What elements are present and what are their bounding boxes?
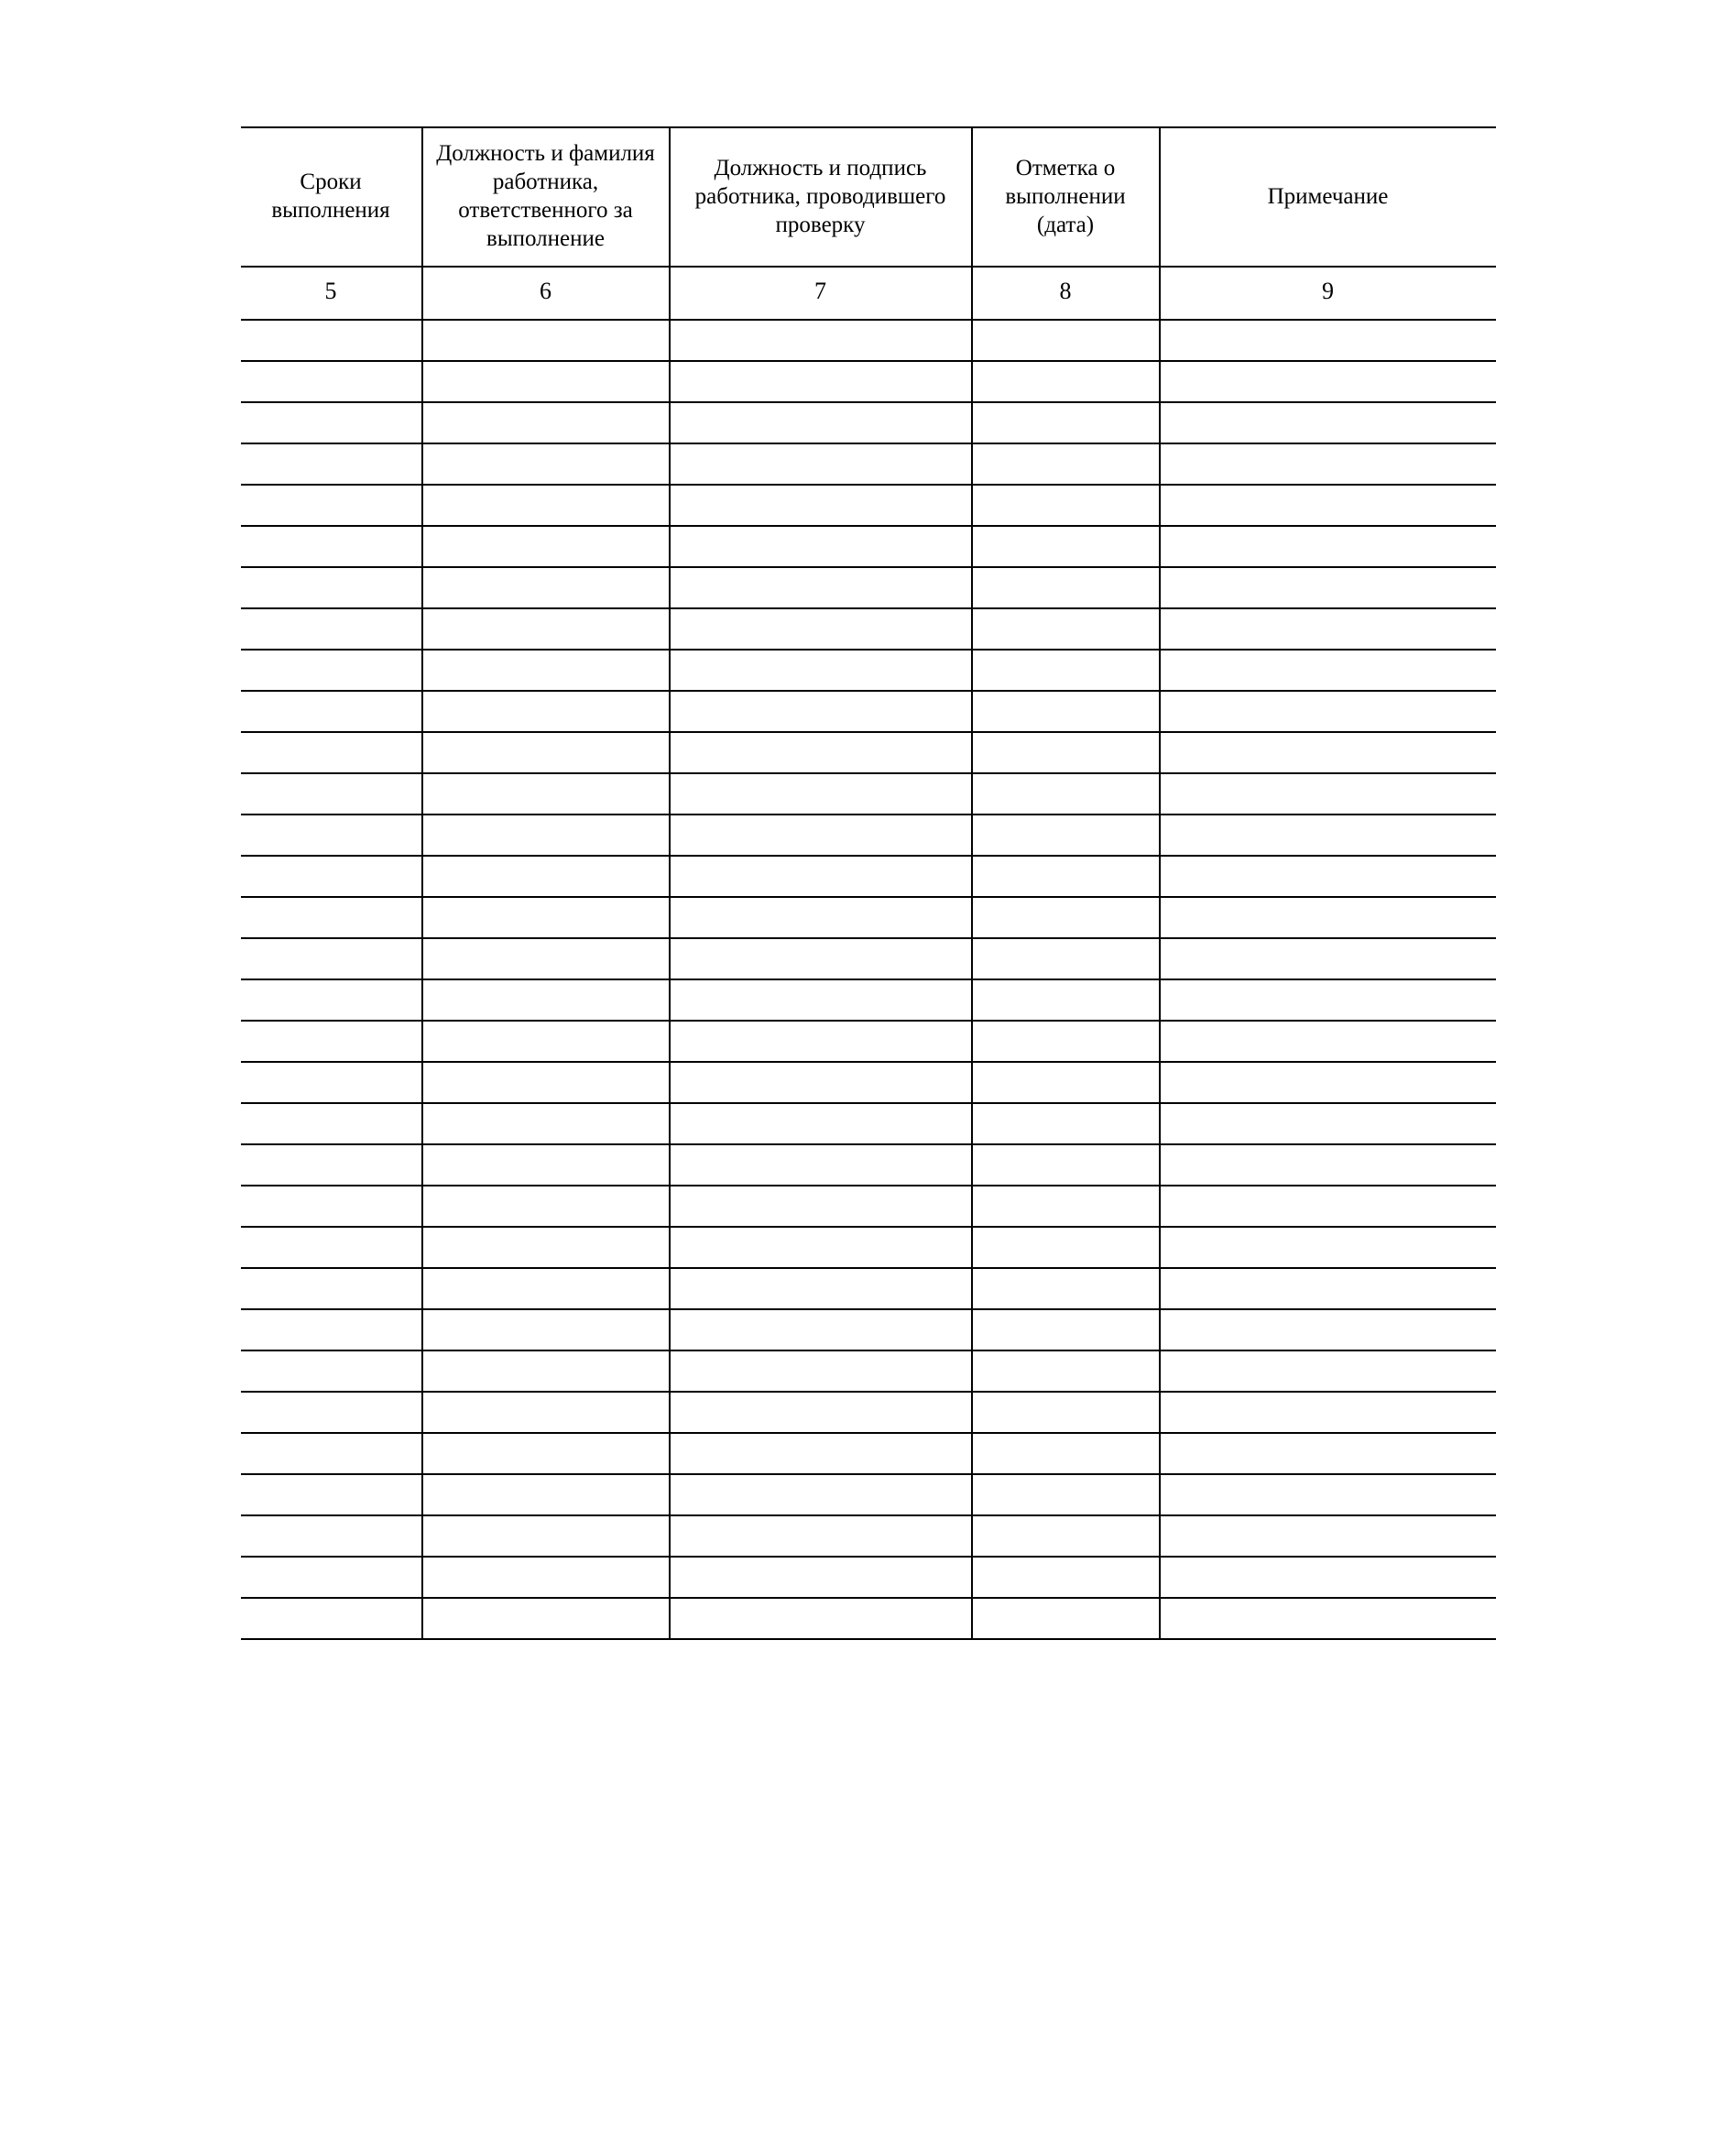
table-cell[interactable] — [972, 815, 1160, 856]
table-cell[interactable] — [670, 897, 972, 938]
table-cell[interactable] — [972, 1062, 1160, 1103]
table-row — [241, 732, 1496, 773]
table-cell[interactable] — [241, 1021, 422, 1062]
column-header-deadlines: Сроки выполнения — [241, 127, 422, 267]
table-cell[interactable] — [670, 485, 972, 526]
table-row — [241, 1062, 1496, 1103]
table-cell[interactable] — [972, 1392, 1160, 1433]
table-row — [241, 773, 1496, 815]
table-cell[interactable] — [241, 938, 422, 979]
table-row — [241, 1392, 1496, 1433]
table-cell[interactable] — [422, 650, 670, 691]
column-number-row — [241, 267, 1496, 320]
column-number-9: 9 — [1160, 267, 1496, 320]
column-header-remarks: Примечание — [1160, 127, 1496, 267]
table-cell[interactable] — [1160, 1103, 1496, 1144]
table-cell[interactable] — [1160, 1062, 1496, 1103]
column-header-responsible-person: Должность и фамилия работника, ответственного за выполнение — [422, 127, 670, 267]
table-cell[interactable] — [670, 402, 972, 443]
table-cell[interactable] — [1160, 1144, 1496, 1186]
table-cell[interactable] — [670, 567, 972, 608]
table-cell[interactable] — [1160, 691, 1496, 732]
table-cell[interactable] — [422, 979, 670, 1021]
table-row — [241, 1268, 1496, 1309]
table-cell[interactable] — [670, 691, 972, 732]
table-cell[interactable] — [972, 485, 1160, 526]
table-cell[interactable] — [1160, 361, 1496, 402]
table-row — [241, 402, 1496, 443]
table-row — [241, 526, 1496, 567]
table-cell[interactable] — [1160, 485, 1496, 526]
table-cell[interactable] — [241, 1144, 422, 1186]
table-cell[interactable] — [972, 856, 1160, 897]
table-cell[interactable] — [422, 691, 670, 732]
table-cell[interactable] — [972, 443, 1160, 485]
table-row — [241, 979, 1496, 1021]
table-cell[interactable] — [1160, 1186, 1496, 1227]
table-cell[interactable] — [670, 773, 972, 815]
table-cell[interactable] — [972, 320, 1160, 361]
table-body — [241, 320, 1496, 1639]
table-cell[interactable] — [422, 732, 670, 773]
table-cell[interactable] — [1160, 897, 1496, 938]
table-cell[interactable] — [972, 567, 1160, 608]
table-cell[interactable] — [972, 402, 1160, 443]
table-cell[interactable] — [972, 1021, 1160, 1062]
table-cell[interactable] — [422, 1268, 670, 1309]
table-cell[interactable] — [1160, 443, 1496, 485]
table-cell[interactable] — [670, 1062, 972, 1103]
table-row — [241, 443, 1496, 485]
table-cell[interactable] — [972, 1103, 1160, 1144]
table-cell[interactable] — [241, 567, 422, 608]
table-row — [241, 608, 1496, 650]
table-row — [241, 320, 1496, 361]
table-cell[interactable] — [422, 1309, 670, 1350]
table-cell[interactable] — [1160, 608, 1496, 650]
table-cell[interactable] — [670, 732, 972, 773]
table-row — [241, 361, 1496, 402]
table-cell[interactable] — [1160, 938, 1496, 979]
table-cell[interactable] — [972, 526, 1160, 567]
table-header — [241, 127, 1496, 320]
table-cell[interactable] — [972, 1515, 1160, 1557]
table-cell[interactable] — [972, 732, 1160, 773]
table-cell[interactable] — [241, 1433, 422, 1474]
table-cell[interactable] — [670, 526, 972, 567]
table-cell[interactable] — [422, 1598, 670, 1639]
column-number-5: 5 — [241, 267, 422, 320]
table-cell[interactable] — [422, 1103, 670, 1144]
table-row — [241, 1557, 1496, 1598]
table-cell[interactable] — [1160, 815, 1496, 856]
table-cell[interactable] — [1160, 1433, 1496, 1474]
table-row — [241, 1474, 1496, 1515]
table-row — [241, 1103, 1496, 1144]
table-cell[interactable] — [422, 361, 670, 402]
table-cell[interactable] — [1160, 650, 1496, 691]
table-cell[interactable] — [422, 567, 670, 608]
table-cell[interactable] — [241, 1186, 422, 1227]
table-cell[interactable] — [1160, 1227, 1496, 1268]
table-cell[interactable] — [241, 773, 422, 815]
table-cell[interactable] — [422, 1515, 670, 1557]
table-cell[interactable] — [972, 1598, 1160, 1639]
table-cell[interactable] — [670, 1021, 972, 1062]
table-cell[interactable] — [972, 1227, 1160, 1268]
table-cell[interactable] — [972, 1309, 1160, 1350]
column-number-8: 8 — [972, 267, 1160, 320]
table-cell[interactable] — [670, 650, 972, 691]
table-cell[interactable] — [422, 402, 670, 443]
table-cell[interactable] — [1160, 567, 1496, 608]
table-cell[interactable] — [422, 938, 670, 979]
table-cell[interactable] — [241, 1103, 422, 1144]
table-cell[interactable] — [1160, 979, 1496, 1021]
table-cell[interactable] — [972, 1433, 1160, 1474]
table-row — [241, 1515, 1496, 1557]
table-row — [241, 1144, 1496, 1186]
table-cell[interactable] — [670, 1392, 972, 1433]
table-row — [241, 1433, 1496, 1474]
table-cell[interactable] — [241, 1227, 422, 1268]
table-cell[interactable] — [241, 1474, 422, 1515]
table-cell[interactable] — [972, 979, 1160, 1021]
table-cell[interactable] — [670, 815, 972, 856]
table-row — [241, 1186, 1496, 1227]
table-cell[interactable] — [1160, 402, 1496, 443]
table-cell[interactable] — [972, 691, 1160, 732]
table-cell[interactable] — [1160, 526, 1496, 567]
table-cell[interactable] — [1160, 1392, 1496, 1433]
column-number-7: 7 — [670, 267, 972, 320]
table-cell[interactable] — [972, 1474, 1160, 1515]
table-row — [241, 815, 1496, 856]
table-row — [241, 897, 1496, 938]
table-cell[interactable] — [972, 1557, 1160, 1598]
table-row — [241, 938, 1496, 979]
table-cell[interactable] — [422, 1392, 670, 1433]
table-cell[interactable] — [670, 1103, 972, 1144]
table-cell[interactable] — [972, 1350, 1160, 1392]
table-cell[interactable] — [670, 1598, 972, 1639]
table-cell[interactable] — [670, 361, 972, 402]
table-cell[interactable] — [670, 443, 972, 485]
table-cell[interactable] — [972, 1186, 1160, 1227]
table-cell[interactable] — [670, 1227, 972, 1268]
table-cell[interactable] — [670, 1515, 972, 1557]
table-cell[interactable] — [972, 938, 1160, 979]
table-cell[interactable] — [972, 1144, 1160, 1186]
table-cell[interactable] — [422, 1227, 670, 1268]
table-cell[interactable] — [422, 856, 670, 897]
table-cell[interactable] — [670, 938, 972, 979]
table-row — [241, 1227, 1496, 1268]
table-cell[interactable] — [1160, 1515, 1496, 1557]
table-cell[interactable] — [1160, 1474, 1496, 1515]
form-table — [241, 126, 1496, 1640]
column-number-6: 6 — [422, 267, 670, 320]
column-header-inspector-signature: Должность и подпись работника, проводившего проверку — [670, 127, 972, 267]
table-cell[interactable] — [422, 526, 670, 567]
table-cell[interactable] — [670, 1186, 972, 1227]
table-cell[interactable] — [1160, 732, 1496, 773]
table-cell[interactable] — [422, 815, 670, 856]
table-row — [241, 485, 1496, 526]
table-cell[interactable] — [1160, 856, 1496, 897]
table-cell[interactable] — [972, 650, 1160, 691]
table-cell[interactable] — [422, 1474, 670, 1515]
table-row — [241, 1350, 1496, 1392]
table-cell[interactable] — [972, 773, 1160, 815]
table-cell[interactable] — [241, 1309, 422, 1350]
table-cell[interactable] — [1160, 1309, 1496, 1350]
table-cell[interactable] — [1160, 1598, 1496, 1639]
table-cell[interactable] — [241, 1598, 422, 1639]
table-cell[interactable] — [422, 1557, 670, 1598]
table-cell[interactable] — [422, 1433, 670, 1474]
table-cell[interactable] — [241, 1557, 422, 1598]
table-cell[interactable] — [241, 691, 422, 732]
table-row — [241, 1021, 1496, 1062]
table-cell[interactable] — [241, 1392, 422, 1433]
table-cell[interactable] — [241, 1350, 422, 1392]
table-cell[interactable] — [670, 1144, 972, 1186]
table-cell[interactable] — [670, 1433, 972, 1474]
table-cell[interactable] — [422, 1350, 670, 1392]
table-cell[interactable] — [241, 443, 422, 485]
table-cell[interactable] — [241, 1268, 422, 1309]
table-container — [241, 126, 1496, 1640]
table-row — [241, 567, 1496, 608]
table-cell[interactable] — [422, 1186, 670, 1227]
table-cell[interactable] — [422, 773, 670, 815]
table-cell[interactable] — [241, 897, 422, 938]
table-cell[interactable] — [1160, 773, 1496, 815]
table-cell[interactable] — [422, 608, 670, 650]
table-cell[interactable] — [1160, 1557, 1496, 1598]
table-cell[interactable] — [241, 361, 422, 402]
table-cell[interactable] — [422, 1062, 670, 1103]
table-cell[interactable] — [241, 402, 422, 443]
table-cell[interactable] — [670, 856, 972, 897]
table-cell[interactable] — [241, 815, 422, 856]
table-cell[interactable] — [972, 361, 1160, 402]
table-cell[interactable] — [241, 608, 422, 650]
table-row — [241, 1309, 1496, 1350]
table-row — [241, 1598, 1496, 1639]
table-cell[interactable] — [972, 1268, 1160, 1309]
table-cell[interactable] — [670, 1268, 972, 1309]
column-header-completion-mark: Отметка о выполнении (дата) — [972, 127, 1160, 267]
table-cell[interactable] — [422, 443, 670, 485]
table-cell[interactable] — [670, 1309, 972, 1350]
table-cell[interactable] — [972, 897, 1160, 938]
table-row — [241, 691, 1496, 732]
table-cell[interactable] — [670, 1350, 972, 1392]
table-row — [241, 650, 1496, 691]
table-cell[interactable] — [1160, 1021, 1496, 1062]
table-cell[interactable] — [422, 320, 670, 361]
table-cell[interactable] — [1160, 320, 1496, 361]
table-cell[interactable] — [241, 526, 422, 567]
table-cell[interactable] — [241, 856, 422, 897]
table-cell[interactable] — [422, 1021, 670, 1062]
table-row — [241, 856, 1496, 897]
table-cell[interactable] — [1160, 1350, 1496, 1392]
header-row — [241, 127, 1496, 267]
table-cell[interactable] — [422, 1144, 670, 1186]
table-cell[interactable] — [241, 1062, 422, 1103]
table-cell[interactable] — [241, 320, 422, 361]
table-cell[interactable] — [422, 897, 670, 938]
table-cell[interactable] — [241, 732, 422, 773]
table-cell[interactable] — [670, 1474, 972, 1515]
table-cell[interactable] — [241, 979, 422, 1021]
table-cell[interactable] — [670, 979, 972, 1021]
table-cell[interactable] — [422, 485, 670, 526]
table-cell[interactable] — [670, 1557, 972, 1598]
table-cell[interactable] — [241, 1515, 422, 1557]
table-cell[interactable] — [1160, 1268, 1496, 1309]
table-cell[interactable] — [670, 320, 972, 361]
table-cell[interactable] — [241, 650, 422, 691]
table-cell[interactable] — [241, 485, 422, 526]
table-cell[interactable] — [670, 608, 972, 650]
table-cell[interactable] — [972, 608, 1160, 650]
